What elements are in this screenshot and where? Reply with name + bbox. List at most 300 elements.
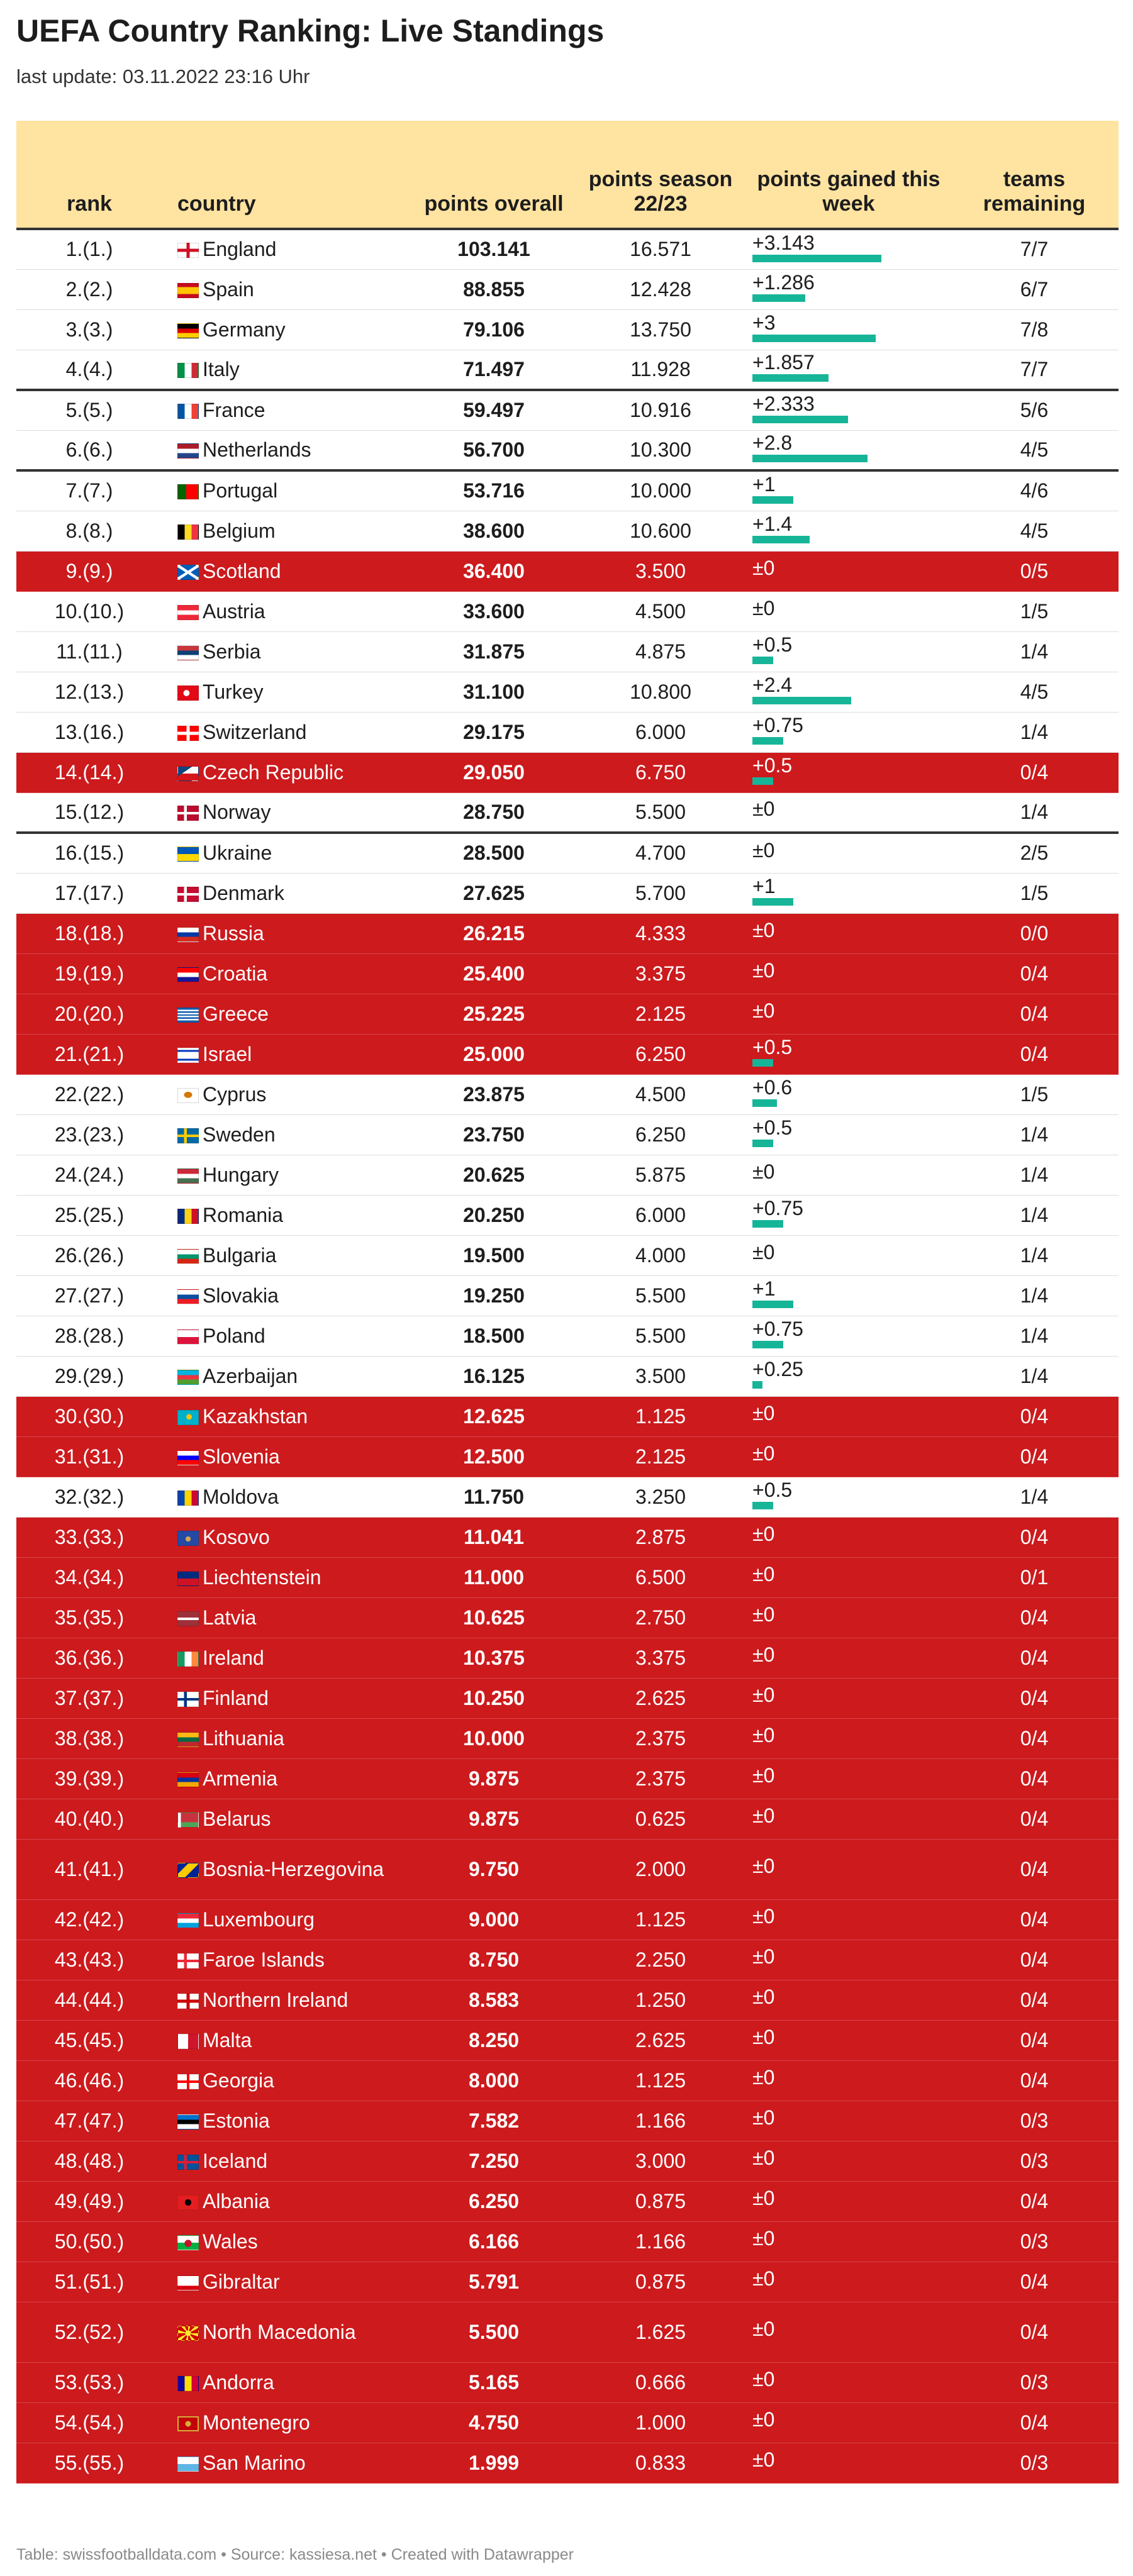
points-gained-cell bbox=[747, 833, 950, 873]
table-row bbox=[16, 511, 1119, 551]
flag-icon-slovakia bbox=[177, 1289, 199, 1304]
teams-remaining-cell: 0/4 bbox=[950, 1517, 1119, 1557]
points-gained-cell bbox=[747, 2362, 950, 2402]
gain-bar bbox=[752, 255, 881, 262]
table-row bbox=[16, 229, 1119, 269]
country-cell bbox=[162, 1758, 414, 1799]
points-overall-cell: 1.999 bbox=[414, 2443, 574, 2483]
points-overall-cell: 8.000 bbox=[414, 2060, 574, 2101]
points-gained-cell bbox=[747, 2101, 950, 2141]
country-cell bbox=[162, 752, 414, 792]
gain-label: ±0 bbox=[752, 1855, 775, 1877]
points-season-cell: 0.666 bbox=[574, 2362, 747, 2402]
flag-icon-kosovo bbox=[177, 1531, 199, 1546]
points-overall-cell: 11.041 bbox=[414, 1517, 574, 1557]
table-row bbox=[16, 994, 1119, 1034]
points-gained-cell bbox=[747, 1396, 950, 1436]
gain-label: +0.5 bbox=[752, 1036, 793, 1058]
country-cell bbox=[162, 390, 414, 430]
table-row bbox=[16, 2402, 1119, 2443]
country-cell bbox=[162, 2262, 414, 2302]
points-season-cell: 5.875 bbox=[574, 1155, 747, 1195]
teams-remaining-cell: 0/4 bbox=[950, 994, 1119, 1034]
points-overall-cell: 31.100 bbox=[414, 672, 574, 712]
country-cell bbox=[162, 712, 414, 752]
country-cell bbox=[162, 792, 414, 833]
points-gained-cell bbox=[747, 1356, 950, 1396]
rank-cell: 23.(23.) bbox=[16, 1114, 162, 1155]
gain-bar bbox=[752, 335, 876, 342]
country-cell bbox=[162, 1718, 414, 1758]
country-cell bbox=[162, 1477, 414, 1517]
country-name: Andorra bbox=[203, 2370, 274, 2394]
gain-label: ±0 bbox=[752, 2267, 775, 2290]
rank-cell: 8.(8.) bbox=[16, 511, 162, 551]
table-row bbox=[16, 712, 1119, 752]
gain-label: ±0 bbox=[752, 1804, 775, 1827]
header-points-season[interactable]: points season 22/23 bbox=[574, 121, 747, 229]
points-overall-cell: 20.250 bbox=[414, 1195, 574, 1235]
country-name: Belarus bbox=[203, 1807, 271, 1830]
points-season-cell: 3.500 bbox=[574, 1356, 747, 1396]
rank-cell: 42.(42.) bbox=[16, 1899, 162, 1940]
points-gained-cell bbox=[747, 1839, 950, 1899]
teams-remaining-cell: 4/6 bbox=[950, 470, 1119, 511]
table-row bbox=[16, 1356, 1119, 1396]
points-gained-cell bbox=[747, 1195, 950, 1235]
teams-remaining-cell: 4/5 bbox=[950, 672, 1119, 712]
flag-icon-hungary bbox=[177, 1169, 199, 1184]
points-gained-cell bbox=[747, 2141, 950, 2181]
teams-remaining-cell: 0/4 bbox=[950, 2262, 1119, 2302]
points-season-cell: 5.500 bbox=[574, 1316, 747, 1356]
points-overall-cell: 71.497 bbox=[414, 350, 574, 390]
teams-remaining-cell: 0/4 bbox=[950, 1839, 1119, 1899]
points-gained-cell bbox=[747, 1114, 950, 1155]
gain-label: ±0 bbox=[752, 1905, 775, 1928]
flag-icon-north-macedonia bbox=[177, 2326, 199, 2341]
rank-cell: 24.(24.) bbox=[16, 1155, 162, 1195]
flag-icon-slovenia bbox=[177, 1450, 199, 1465]
points-season-cell: 2.625 bbox=[574, 1678, 747, 1718]
header-points-gained[interactable]: points gained this week bbox=[747, 121, 950, 229]
points-season-cell: 0.875 bbox=[574, 2262, 747, 2302]
points-overall-cell: 23.750 bbox=[414, 1114, 574, 1155]
rank-cell: 43.(43.) bbox=[16, 1940, 162, 1980]
rank-cell: 32.(32.) bbox=[16, 1477, 162, 1517]
country-cell bbox=[162, 1436, 414, 1477]
points-gained-cell bbox=[747, 390, 950, 430]
teams-remaining-cell: 1/4 bbox=[950, 1155, 1119, 1195]
last-update-text: last update: 03.11.2022 23:16 Uhr bbox=[16, 65, 310, 87]
gain-label: +0.75 bbox=[752, 1197, 803, 1219]
points-overall-cell: 28.750 bbox=[414, 792, 574, 833]
country-cell bbox=[162, 470, 414, 511]
points-overall-cell: 10.375 bbox=[414, 1638, 574, 1678]
teams-remaining-cell: 0/4 bbox=[950, 1597, 1119, 1638]
flag-icon-turkey bbox=[177, 686, 199, 701]
table-row bbox=[16, 2262, 1119, 2302]
country-cell bbox=[162, 2362, 414, 2402]
country-cell bbox=[162, 269, 414, 309]
country-cell bbox=[162, 953, 414, 994]
points-gained-cell bbox=[747, 309, 950, 350]
country-cell bbox=[162, 631, 414, 672]
rank-cell: 4.(4.) bbox=[16, 350, 162, 390]
flag-icon-serbia bbox=[177, 645, 199, 660]
points-overall-cell: 56.700 bbox=[414, 430, 574, 470]
points-gained-cell bbox=[747, 752, 950, 792]
rank-cell: 36.(36.) bbox=[16, 1638, 162, 1678]
table-row bbox=[16, 2181, 1119, 2221]
rank-cell: 54.(54.) bbox=[16, 2402, 162, 2443]
points-gained-cell bbox=[747, 1678, 950, 1718]
gain-label: ±0 bbox=[752, 2146, 775, 2169]
gain-label: +2.8 bbox=[752, 431, 793, 455]
flag-icon-gibraltar bbox=[177, 2275, 199, 2290]
country-name: San Marino bbox=[203, 2451, 306, 2474]
table-row bbox=[16, 1799, 1119, 1839]
table-row bbox=[16, 2302, 1119, 2362]
header-points-overall[interactable]: points overall bbox=[414, 121, 574, 229]
gain-bar bbox=[752, 496, 793, 504]
points-overall-cell: 16.125 bbox=[414, 1356, 574, 1396]
gain-bar bbox=[752, 1059, 773, 1067]
rank-cell: 52.(52.) bbox=[16, 2302, 162, 2362]
table-row bbox=[16, 1678, 1119, 1718]
flag-icon-croatia bbox=[177, 967, 199, 982]
country-name: Israel bbox=[203, 1042, 252, 1065]
gain-label: ±0 bbox=[752, 1160, 775, 1183]
points-overall-cell: 33.600 bbox=[414, 591, 574, 631]
points-season-cell: 2.625 bbox=[574, 2020, 747, 2060]
country-name: Albania bbox=[203, 2189, 270, 2212]
teams-remaining-cell: 1/4 bbox=[950, 1235, 1119, 1275]
points-overall-cell: 5.165 bbox=[414, 2362, 574, 2402]
teams-remaining-cell: 0/4 bbox=[950, 1436, 1119, 1477]
flag-icon-scotland bbox=[177, 565, 199, 580]
points-overall-cell: 8.250 bbox=[414, 2020, 574, 2060]
gain-bar bbox=[752, 1099, 777, 1107]
flag-icon-portugal bbox=[177, 484, 199, 499]
points-season-cell: 5.700 bbox=[574, 873, 747, 913]
points-overall-cell: 38.600 bbox=[414, 511, 574, 551]
table-row bbox=[16, 1235, 1119, 1275]
teams-remaining-cell: 1/4 bbox=[950, 1114, 1119, 1155]
flag-icon-france bbox=[177, 404, 199, 419]
country-name: Kosovo bbox=[203, 1525, 270, 1548]
flag-icon-poland bbox=[177, 1330, 199, 1345]
rank-cell: 33.(33.) bbox=[16, 1517, 162, 1557]
table-row bbox=[16, 1074, 1119, 1114]
points-season-cell: 0.625 bbox=[574, 1799, 747, 1839]
country-name: Romania bbox=[203, 1203, 284, 1226]
rank-cell: 14.(14.) bbox=[16, 752, 162, 792]
gain-bar bbox=[752, 1341, 783, 1348]
teams-remaining-cell: 0/4 bbox=[950, 1758, 1119, 1799]
points-season-cell: 6.250 bbox=[574, 1034, 747, 1074]
country-name: Kazakhstan bbox=[203, 1404, 308, 1428]
gain-label: +1.4 bbox=[752, 513, 793, 535]
rank-cell: 35.(35.) bbox=[16, 1597, 162, 1638]
country-name: Azerbaijan bbox=[203, 1364, 298, 1387]
points-gained-cell bbox=[747, 1316, 950, 1356]
flag-icon-estonia bbox=[177, 2114, 199, 2129]
points-gained-cell bbox=[747, 470, 950, 511]
country-name: Estonia bbox=[203, 2109, 270, 2132]
gain-label: ±0 bbox=[752, 2187, 775, 2209]
points-season-cell: 5.500 bbox=[574, 792, 747, 833]
gain-label: +0.5 bbox=[752, 1116, 793, 1139]
gain-label: ±0 bbox=[752, 1402, 775, 1424]
country-name: Denmark bbox=[203, 881, 284, 904]
country-cell bbox=[162, 1597, 414, 1638]
points-gained-cell bbox=[747, 672, 950, 712]
points-season-cell: 3.000 bbox=[574, 2141, 747, 2181]
country-name: Bosnia-Herzegovina bbox=[203, 1858, 384, 1880]
flag-icon-finland bbox=[177, 1692, 199, 1707]
flag-icon-czech bbox=[177, 766, 199, 781]
points-gained-cell bbox=[747, 591, 950, 631]
points-overall-cell: 26.215 bbox=[414, 913, 574, 953]
country-name: Iceland bbox=[203, 2149, 268, 2172]
teams-remaining-cell: 1/4 bbox=[950, 712, 1119, 752]
country-name: Turkey bbox=[203, 680, 264, 703]
country-cell bbox=[162, 1678, 414, 1718]
gain-label: ±0 bbox=[752, 1442, 775, 1465]
flag-icon-luxembourg bbox=[177, 1913, 199, 1928]
points-overall-cell: 88.855 bbox=[414, 269, 574, 309]
gain-label: +3 bbox=[752, 311, 776, 334]
teams-remaining-cell: 0/1 bbox=[950, 1557, 1119, 1597]
country-name: Bulgaria bbox=[203, 1243, 277, 1267]
points-overall-cell: 11.750 bbox=[414, 1477, 574, 1517]
teams-remaining-cell: 0/4 bbox=[950, 2302, 1119, 2362]
table-row bbox=[16, 430, 1119, 470]
points-season-cell: 10.000 bbox=[574, 470, 747, 511]
table-row bbox=[16, 2101, 1119, 2141]
points-season-cell: 6.500 bbox=[574, 1557, 747, 1597]
teams-remaining-cell: 0/4 bbox=[950, 2060, 1119, 2101]
flag-icon-norway bbox=[177, 806, 199, 821]
country-name: Slovenia bbox=[203, 1445, 280, 1468]
points-season-cell: 3.375 bbox=[574, 953, 747, 994]
country-cell bbox=[162, 2443, 414, 2483]
country-name: Italy bbox=[203, 357, 240, 380]
points-overall-cell: 25.225 bbox=[414, 994, 574, 1034]
flag-icon-montenegro bbox=[177, 2416, 199, 2431]
gain-bar bbox=[752, 1301, 793, 1308]
table-row bbox=[16, 953, 1119, 994]
table-row bbox=[16, 672, 1119, 712]
gain-bar bbox=[752, 294, 805, 302]
points-gained-cell bbox=[747, 792, 950, 833]
rank-cell: 28.(28.) bbox=[16, 1316, 162, 1356]
gain-bar bbox=[752, 1502, 773, 1509]
country-cell bbox=[162, 913, 414, 953]
country-name: Serbia bbox=[203, 640, 261, 663]
country-name: Latvia bbox=[203, 1606, 257, 1629]
points-overall-cell: 7.582 bbox=[414, 2101, 574, 2141]
gain-label: +1 bbox=[752, 472, 776, 496]
teams-remaining-cell: 0/4 bbox=[950, 1980, 1119, 2020]
country-name: Cyprus bbox=[203, 1082, 267, 1106]
gain-label: +1 bbox=[752, 875, 776, 897]
points-season-cell: 1.250 bbox=[574, 1980, 747, 2020]
rank-cell: 1.(1.) bbox=[16, 229, 162, 269]
rank-cell: 7.(7.) bbox=[16, 470, 162, 511]
points-gained-cell bbox=[747, 1638, 950, 1678]
points-gained-cell bbox=[747, 1235, 950, 1275]
table-row bbox=[16, 1195, 1119, 1235]
points-overall-cell: 8.750 bbox=[414, 1940, 574, 1980]
header-country[interactable]: country bbox=[162, 121, 414, 229]
flag-icon-kazakhstan bbox=[177, 1410, 199, 1425]
teams-remaining-cell: 0/3 bbox=[950, 2362, 1119, 2402]
country-cell bbox=[162, 309, 414, 350]
country-cell bbox=[162, 1799, 414, 1839]
table-row bbox=[16, 269, 1119, 309]
points-season-cell: 11.928 bbox=[574, 350, 747, 390]
rank-cell: 12.(13.) bbox=[16, 672, 162, 712]
points-overall-cell: 11.000 bbox=[414, 1557, 574, 1597]
teams-remaining-cell: 0/4 bbox=[950, 1799, 1119, 1839]
teams-remaining-cell: 5/6 bbox=[950, 390, 1119, 430]
country-cell bbox=[162, 1638, 414, 1678]
gain-bar bbox=[752, 737, 783, 745]
teams-remaining-cell: 7/8 bbox=[950, 309, 1119, 350]
teams-remaining-cell: 1/4 bbox=[950, 792, 1119, 833]
table-row bbox=[16, 2020, 1119, 2060]
country-cell bbox=[162, 1275, 414, 1316]
rank-cell: 53.(53.) bbox=[16, 2362, 162, 2402]
country-cell bbox=[162, 430, 414, 470]
flag-icon-azerbaijan bbox=[177, 1370, 199, 1385]
country-name: Malta bbox=[203, 2028, 252, 2051]
table-row bbox=[16, 1517, 1119, 1557]
points-season-cell: 2.250 bbox=[574, 1940, 747, 1980]
points-season-cell: 16.571 bbox=[574, 229, 747, 269]
flag-icon-malta bbox=[177, 2034, 199, 2049]
rank-cell: 39.(39.) bbox=[16, 1758, 162, 1799]
gain-label: ±0 bbox=[752, 1764, 775, 1787]
points-overall-cell: 28.500 bbox=[414, 833, 574, 873]
country-name: Finland bbox=[203, 1686, 269, 1709]
table-row bbox=[16, 1155, 1119, 1195]
country-name: Netherlands bbox=[203, 438, 311, 461]
country-cell bbox=[162, 873, 414, 913]
country-cell bbox=[162, 833, 414, 873]
teams-remaining-cell: 0/4 bbox=[950, 1396, 1119, 1436]
rank-cell: 46.(46.) bbox=[16, 2060, 162, 2101]
points-season-cell: 6.750 bbox=[574, 752, 747, 792]
gain-label: ±0 bbox=[752, 597, 775, 619]
flag-icon-switzerland bbox=[177, 726, 199, 741]
country-name: Northern Ireland bbox=[203, 1988, 349, 2011]
table-row bbox=[16, 1940, 1119, 1980]
points-overall-cell: 19.500 bbox=[414, 1235, 574, 1275]
country-cell bbox=[162, 1356, 414, 1396]
rank-cell: 51.(51.) bbox=[16, 2262, 162, 2302]
rank-cell: 50.(50.) bbox=[16, 2221, 162, 2262]
country-cell bbox=[162, 1195, 414, 1235]
rank-cell: 22.(22.) bbox=[16, 1074, 162, 1114]
points-overall-cell: 4.750 bbox=[414, 2402, 574, 2443]
table-row bbox=[16, 792, 1119, 833]
flag-icon-moldova bbox=[177, 1491, 199, 1506]
table-row bbox=[16, 913, 1119, 953]
gain-label: ±0 bbox=[752, 557, 775, 579]
country-cell bbox=[162, 1517, 414, 1557]
points-season-cell: 1.000 bbox=[574, 2402, 747, 2443]
teams-remaining-cell: 0/3 bbox=[950, 2221, 1119, 2262]
flag-icon-northern-ireland bbox=[177, 1994, 199, 2009]
table-row bbox=[16, 470, 1119, 511]
teams-remaining-cell: 1/4 bbox=[950, 1477, 1119, 1517]
gain-bar bbox=[752, 1381, 762, 1389]
points-overall-cell: 29.175 bbox=[414, 712, 574, 752]
table-row bbox=[16, 591, 1119, 631]
points-season-cell: 10.800 bbox=[574, 672, 747, 712]
teams-remaining-cell: 1/4 bbox=[950, 631, 1119, 672]
points-gained-cell bbox=[747, 1517, 950, 1557]
country-cell bbox=[162, 1316, 414, 1356]
teams-remaining-cell: 0/5 bbox=[950, 551, 1119, 591]
points-gained-cell bbox=[747, 631, 950, 672]
points-season-cell: 2.125 bbox=[574, 1436, 747, 1477]
country-name: Sweden bbox=[203, 1123, 276, 1146]
header-teams-remaining[interactable]: teams remaining bbox=[950, 121, 1119, 229]
flag-icon-sweden bbox=[177, 1128, 199, 1143]
gain-bar bbox=[752, 455, 868, 462]
header-rank[interactable]: rank bbox=[16, 121, 162, 229]
points-season-cell: 13.750 bbox=[574, 309, 747, 350]
gain-label: +1 bbox=[752, 1277, 776, 1300]
rank-cell: 2.(2.) bbox=[16, 269, 162, 309]
table-row bbox=[16, 2362, 1119, 2402]
table-row bbox=[16, 631, 1119, 672]
points-gained-cell bbox=[747, 2302, 950, 2362]
flag-icon-armenia bbox=[177, 1772, 199, 1787]
table-row bbox=[16, 551, 1119, 591]
country-name: Ukraine bbox=[203, 841, 272, 865]
points-gained-cell bbox=[747, 953, 950, 994]
gain-label: ±0 bbox=[752, 2448, 775, 2471]
points-overall-cell: 9.000 bbox=[414, 1899, 574, 1940]
country-cell bbox=[162, 2101, 414, 2141]
points-season-cell: 6.000 bbox=[574, 712, 747, 752]
country-name: Slovakia bbox=[203, 1284, 279, 1307]
points-gained-cell bbox=[747, 2060, 950, 2101]
country-cell bbox=[162, 1155, 414, 1195]
rank-cell: 11.(11.) bbox=[16, 631, 162, 672]
source-footer: Table: swissfootballdata.com • Source: kassiesa.net • Created with Datawrapper bbox=[16, 2546, 574, 2563]
ranking-table bbox=[16, 121, 1119, 2484]
points-overall-cell: 59.497 bbox=[414, 390, 574, 430]
rank-cell: 55.(55.) bbox=[16, 2443, 162, 2483]
points-season-cell: 12.428 bbox=[574, 269, 747, 309]
rank-cell: 40.(40.) bbox=[16, 1799, 162, 1839]
flag-icon-bulgaria bbox=[177, 1249, 199, 1264]
gain-label: +0.5 bbox=[752, 754, 793, 777]
country-cell bbox=[162, 2302, 414, 2362]
gain-label: +1.286 bbox=[752, 271, 815, 294]
points-season-cell: 1.166 bbox=[574, 2101, 747, 2141]
points-season-cell: 1.125 bbox=[574, 2060, 747, 2101]
country-cell bbox=[162, 2181, 414, 2221]
teams-remaining-cell: 6/7 bbox=[950, 269, 1119, 309]
rank-cell: 30.(30.) bbox=[16, 1396, 162, 1436]
